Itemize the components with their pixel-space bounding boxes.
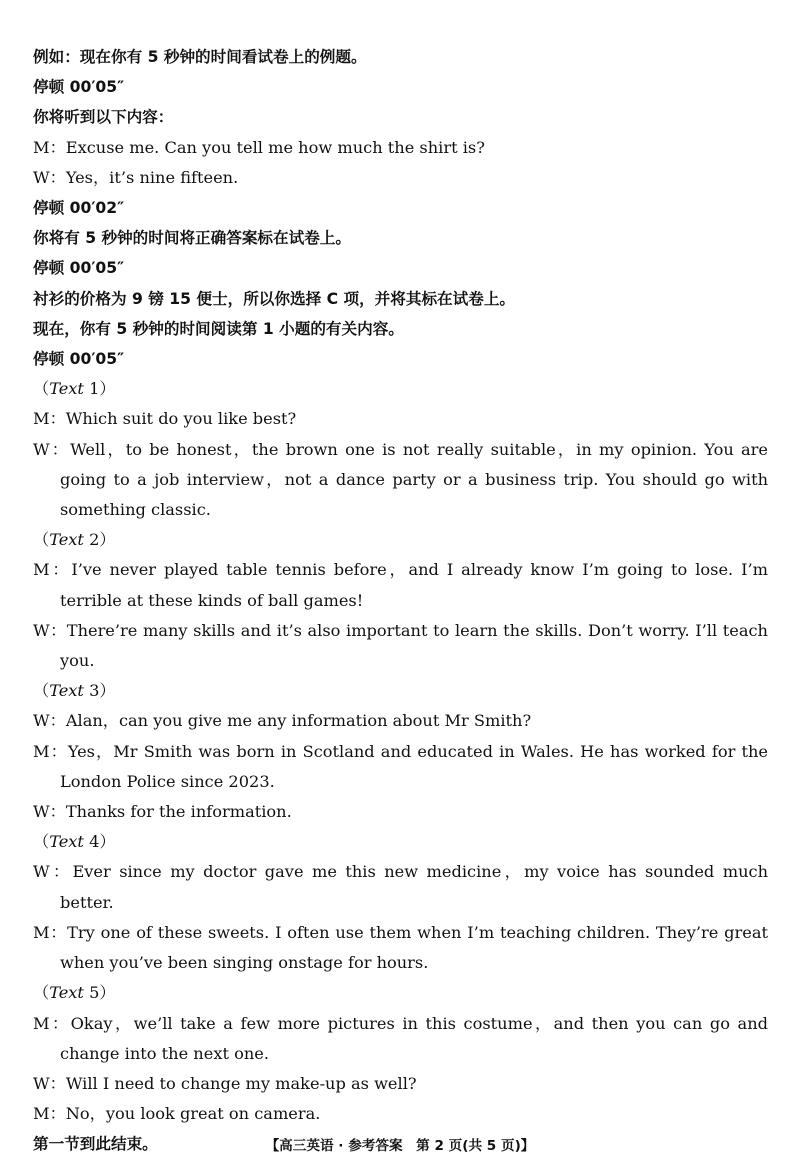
text-label — [33, 978, 768, 1008]
text-label-open: （ — [33, 379, 50, 399]
text-label-word: Text — [49, 832, 84, 852]
read-question-instruction: 现在，你有 5 秒钟的时间阅读第 1 小题的有关内容。 — [33, 319, 404, 338]
text-block — [33, 827, 768, 978]
text-label-number: 5） — [83, 983, 116, 1003]
dialogue-turn: M：Try one of these sweets. I often use them when I’m teaching children. They’re great when you’ve been singing onstage for hours. — [33, 922, 768, 973]
text-label-open: （ — [33, 530, 50, 550]
text-label-number: 3） — [83, 681, 116, 701]
dialogue-turn: W：Alan，can you give me any information about Mr Smith? — [33, 711, 532, 731]
text-label-open: （ — [33, 832, 50, 852]
dialogue-turn: M：Okay，we’ll take a few more pictures in this costume，and then you can go and change into the next one. — [33, 1013, 768, 1063]
text-label-word: Text — [49, 530, 84, 550]
text-block — [33, 374, 768, 525]
text-block — [33, 676, 768, 827]
dialogue-turn: M：I’ve never played table tennis before，and I already know I’m going to lose. I’m terrible at these kinds of ball games! — [33, 560, 768, 610]
text-label-word: Text — [49, 983, 84, 1003]
dialogue-turn: W：There’re many skills and it’s also important to learn the skills. Don’t worry. I’ll teach you. — [33, 620, 768, 671]
text-label-word: Text — [49, 681, 84, 701]
page-footer: 【高三英语 · 参考答案 第 2 页(共 5 页)】 — [265, 1138, 535, 1154]
text-label-number: 1） — [83, 379, 116, 399]
pause-marker: 停顿 00′05″ — [33, 259, 125, 278]
dialogue-turn: M：Which suit do you like best? — [33, 409, 297, 429]
text-label — [33, 525, 768, 555]
text-label — [33, 374, 768, 404]
dialogue-turn: M：No，you look great on camera. — [33, 1104, 321, 1124]
pause-marker: 停顿 00′02″ — [33, 199, 125, 218]
dialogue-turn: W：Well，to be honest，the brown one is not really suitable，in my opinion. You are going to a job interview，not a dance party or a business trip. You should go with something classic. — [33, 439, 768, 520]
text-label-word: Text — [49, 379, 84, 399]
text-block — [33, 978, 768, 1129]
dialogue-turn: W：Thanks for the information. — [33, 802, 292, 822]
text-label-number: 2） — [83, 530, 116, 550]
pause-marker: 停顿 00′05″ — [33, 78, 125, 97]
dialogue-turn: M：Yes，Mr Smith was born in Scotland and educated in Wales. He has worked for the London Police since 2023. — [33, 741, 768, 791]
text-label-open: （ — [33, 681, 50, 701]
text-label-number: 4） — [83, 832, 116, 852]
example-turn-w: W：Yes，it’s nine fifteen. — [33, 167, 239, 187]
pause-marker: 停顿 00′05″ — [33, 350, 125, 369]
section-end-note: 第一节到此结束。 — [33, 1135, 158, 1154]
mark-answer-instruction: 你将有 5 秒钟的时间将正确答案标在试卷上。 — [33, 229, 351, 248]
text-label — [33, 676, 768, 706]
text-label — [33, 827, 768, 857]
example-instruction: 例如：现在你有 5 秒钟的时间看试卷上的例题。 — [33, 48, 367, 66]
dialogue-turn: W：Ever since my doctor gave me this new medicine，my voice has sounded much better. — [33, 862, 768, 912]
text-block — [33, 525, 768, 676]
example-turn-m: M：Excuse me. Can you tell me how much the shirt is? — [33, 137, 485, 157]
example-explanation: 衬衫的价格为 9 镑 15 便士，所以你选择 C 项，并将其标在试卷上。 — [33, 289, 516, 308]
text-label-open: （ — [33, 983, 50, 1003]
transcript-texts — [33, 374, 768, 1129]
dialogue-turn: W：Will I need to change my make-up as well? — [33, 1073, 417, 1093]
listen-instruction: 你将听到以下内容： — [33, 108, 174, 127]
